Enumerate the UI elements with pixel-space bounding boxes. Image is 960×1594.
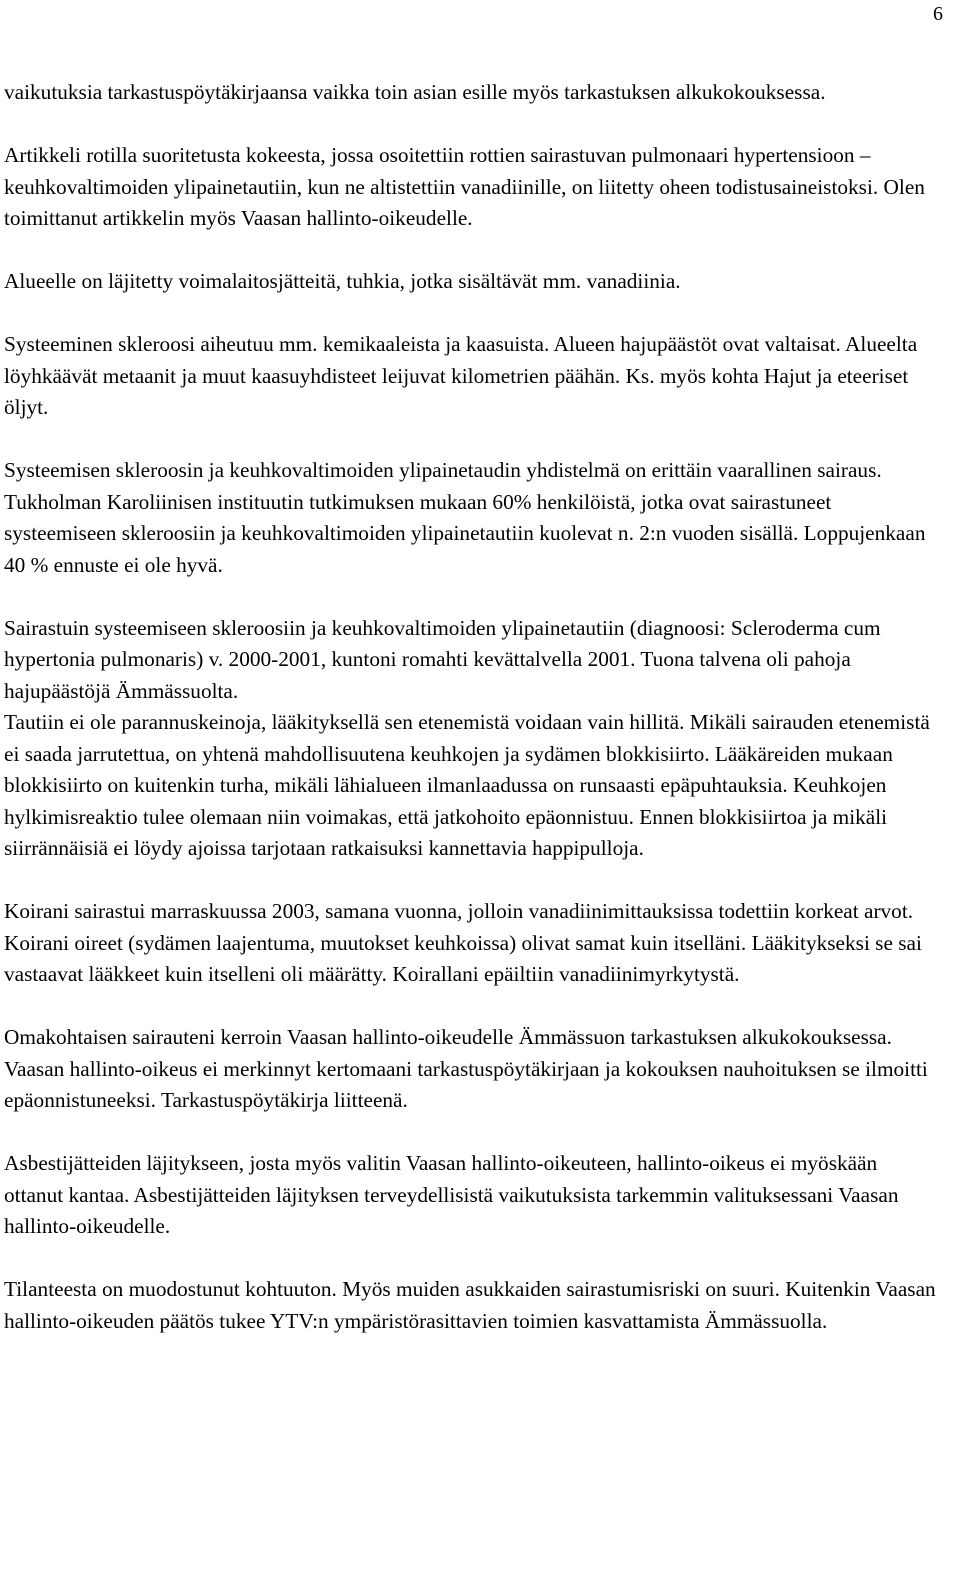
paragraph-8: Koirani sairastui marraskuussa 2003, samana vuonna, jolloin vanadiinimittauksissa todettiin korkeat arvot. Koirani oireet (sydämen laajentuma, muutokset keuhkoissa) olivat samat kuin itselläni. Lääkitykseksi se sai vastaavat lääkkeet kuin itselleni oli määrätty. Koirallani epäiltiin vanadiinimyrkytystä.	[4, 899, 922, 986]
paragraph-9: Omakohtaisen sairauteni kerroin Vaasan hallinto-oikeudelle Ämmässuon tarkastuksen alkukokouksessa. Vaasan hallinto-oikeus ei merkinnyt kertomaani tarkastuspöytäkirjaan ja kokouksen nauhoituksen se ilmoitti epäonnistuneeksi. Tarkastuspöytäkirja liitteenä.	[4, 1025, 928, 1112]
page-number: 6	[933, 3, 943, 25]
paragraph-4: Systeeminen skleroosi aiheutuu mm. kemikaaleista ja kaasuista. Alueen hajupäästöt ovat valtaisat. Alueelta löyhkäävät metaanit ja muut kaasuyhdisteet leijuvat kilometrien päähän. Ks. myös kohta Hajut ja eteeriset öljyt.	[4, 332, 918, 419]
paragraph-10: Asbestijätteiden läjitykseen, josta myös valitin Vaasan hallinto-oikeuteen, hallinto-oikeus ei myöskään ottanut kantaa. Asbestijätteiden läjityksen terveydellisistä vaikutuksista tarkemmin valituksessani Vaasan hallinto-oikeudelle.	[4, 1151, 899, 1238]
paragraph-2: Artikkeli rotilla suoritetusta kokeesta, jossa osoitettiin rottien sairastuvan pulmonaari hypertensioon – keuhkovaltimoiden ylipainetautiin, kun ne altistettiin vanadiinille, on liitetty oheen todistusaineistoksi. Olen toimittanut artikkelin myös Vaasan hallinto-oikeudelle.	[4, 143, 925, 230]
paragraph-6: Sairastuin systeemiseen skleroosiin ja keuhkovaltimoiden ylipainetautiin (diagnoosi: Scleroderma cum hypertonia pulmonaris) v. 2000-2001, kuntoni romahti kevättalvella 2001. Tuona talvena oli pahoja hajupäästöjä Ämmässuolta.	[4, 615, 881, 703]
paragraph-11: Tilanteesta on muodostunut kohtuuton. Myös muiden asukkaiden sairastumisriski on suuri. Kuitenkin Vaasan hallinto-oikeuden päätös tukee YTV:n ympäristörasittavien toimien kasvattamista Ämmässuolla.	[4, 1277, 936, 1333]
document-body	[4, 77, 939, 1369]
paragraph-1: vaikutuksia tarkastuspöytäkirjaansa vaikka toin asian esille myös tarkastuksen alkukokouksessa.	[4, 80, 826, 104]
paragraph-7: Tautiin ei ole parannuskeinoja, lääkityksellä sen etenemistä voidaan vain hillitä. Mikäli sairauden etenemistä ei saada jarrutettua, on yhtenä mahdollisuutena keuhkojen ja sydämen blokkisiirto. Lääkäreiden mukaan blokkisiirto on kuitenkin turha, mikäli lähialueen ilmanlaadussa on runsaasti epäpuhtauksia. Keuhkojen hylkimisreaktio tulee olemaan niin voimakas, että jatkohoito epäonnistuu. Ennen blokkisiirtoa ja mikäli siirrännäisiä ei löydy ajoissa tarjotaan ratkaisuksi kannettavia happipulloja.	[4, 710, 930, 860]
paragraph-3: Alueelle on läjitetty voimalaitosjätteitä, tuhkia, jotka sisältävät mm. vanadiinia.	[4, 269, 681, 293]
paragraph-5: Systeemisen skleroosin ja keuhkovaltimoiden ylipainetaudin yhdistelmä on erittäin vaarallinen sairaus. Tukholman Karoliinisen instituutin tutkimuksen mukaan 60% henkilöistä, jotka ovat sairastuneet systeemiseen skleroosiin ja keuhkovaltimoiden ylipainetautiin kuolevat n. 2:n vuoden sisällä. Loppujenkaan 40 % ennuste ei ole hyvä.	[4, 458, 926, 577]
